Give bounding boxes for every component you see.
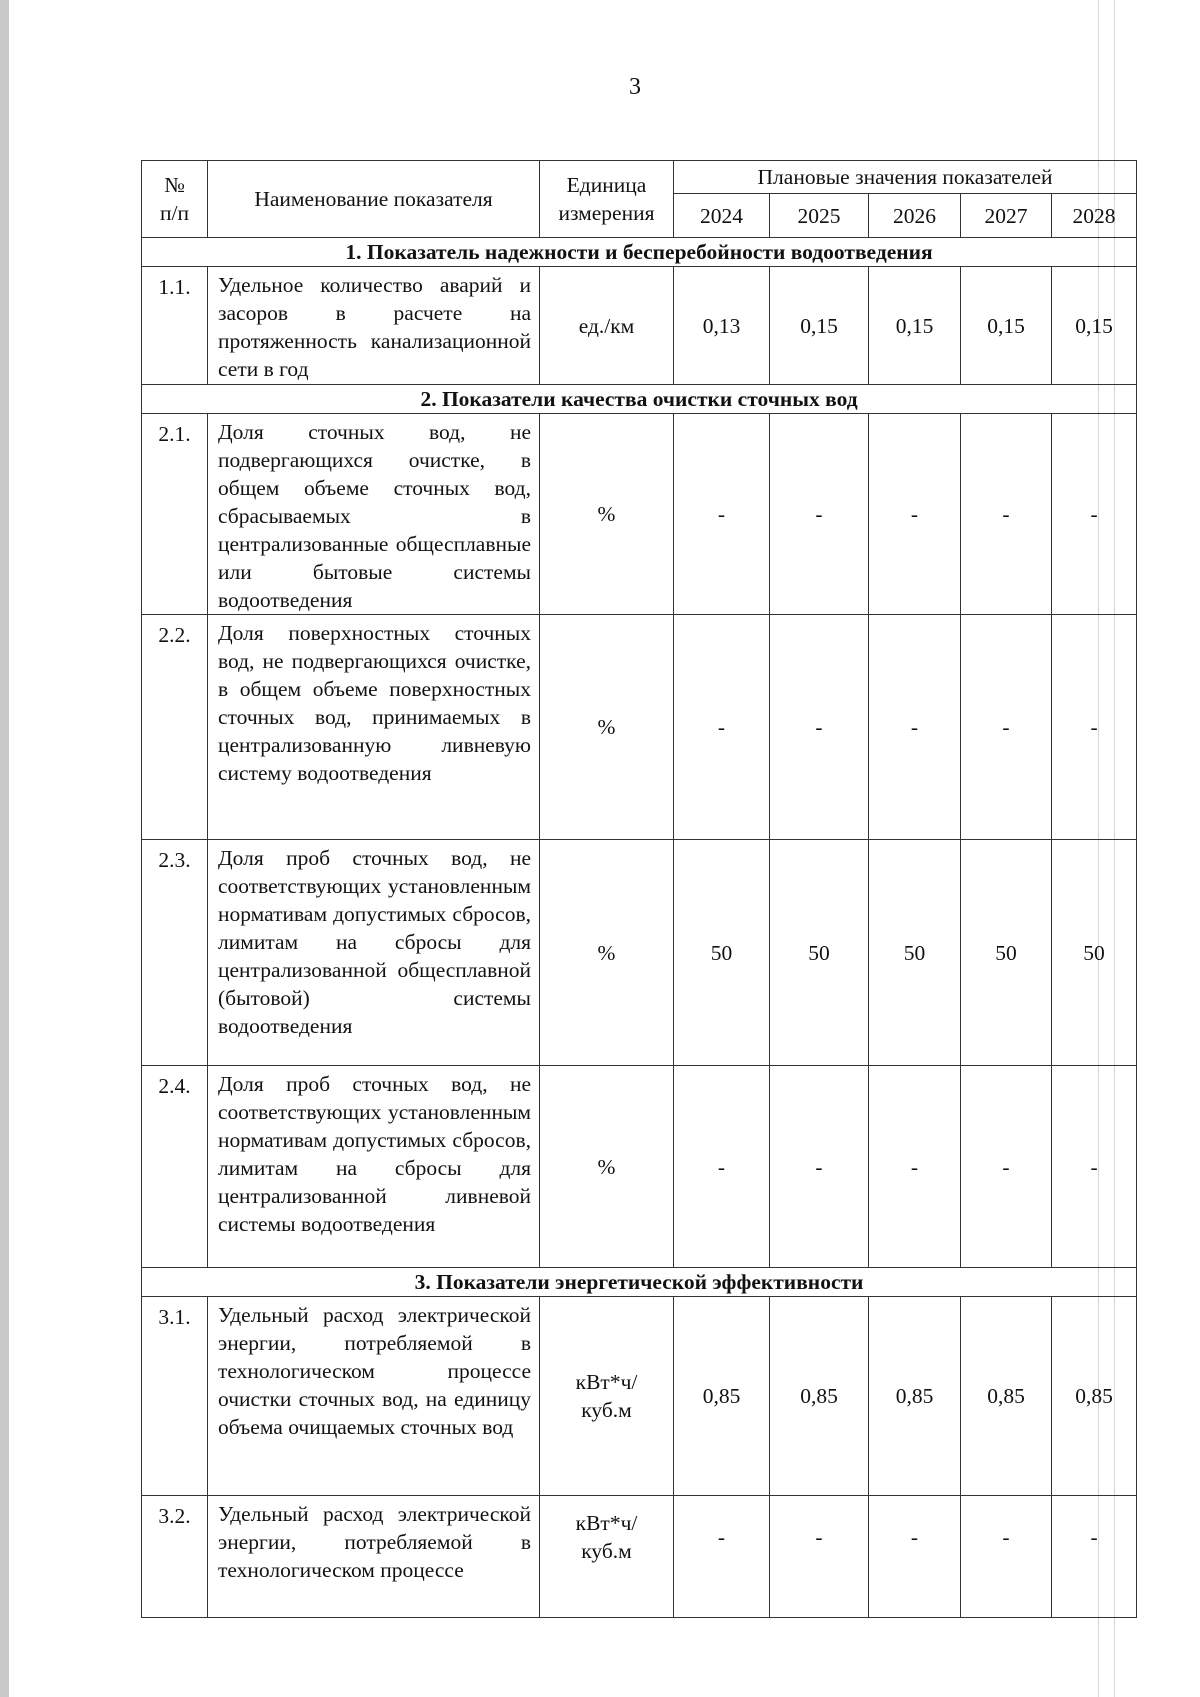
planned-value: 50: [808, 940, 830, 965]
value-cell: [869, 615, 961, 840]
value-cell: [1052, 840, 1137, 1066]
row-number: 2.3.: [142, 840, 208, 1066]
planned-value: -: [717, 502, 726, 526]
unit-cell: [540, 1297, 674, 1496]
planned-value: 0,85: [895, 1384, 934, 1408]
planned-value: 50: [903, 940, 926, 965]
value-cell: [869, 1297, 961, 1496]
table-row: [142, 1297, 1137, 1496]
header-num: № п/п: [142, 161, 208, 238]
value-cell: [869, 414, 961, 615]
planned-value: -: [1002, 715, 1010, 739]
indicator-name: Удельное количество аварий и засоров в расчете на протяженность канализационной сети в год: [208, 267, 540, 385]
planned-value: 0,15: [895, 313, 934, 338]
planned-value: -: [910, 1524, 919, 1549]
planned-value: -: [1090, 1524, 1098, 1549]
section-row: [142, 1268, 1137, 1297]
indicator-name: Доля проб сточных вод, не соответствующих установленным нормативам допустимых сбросов, лимитам на сбросы для централизованной ливневой системы водоотведения: [208, 1066, 540, 1268]
section-title: 1. Показатель надежности и бесперебойности водоотведения: [142, 238, 1137, 267]
unit-text: %: [597, 1154, 616, 1179]
value-cell: [1052, 615, 1137, 840]
planned-value: -: [815, 1154, 823, 1179]
planned-value: -: [815, 715, 823, 739]
table-row: [142, 414, 1137, 615]
section-title: 3. Показатели энергетической эффективности: [142, 1268, 1137, 1297]
planned-value: 0,85: [1075, 1384, 1113, 1408]
value-cell: [869, 1496, 961, 1618]
planned-value: -: [1090, 1154, 1098, 1179]
header-unit: Единица измерения: [540, 161, 674, 238]
planned-value: -: [910, 715, 919, 739]
header-year: 2028: [1052, 194, 1137, 238]
value-cell: [770, 1496, 869, 1618]
planned-value: 0,85: [800, 1384, 838, 1408]
table-row: [142, 267, 1137, 385]
value-cell: [961, 615, 1052, 840]
header-year: 2027: [961, 194, 1052, 238]
value-cell: [674, 1297, 770, 1496]
planned-value: -: [815, 1524, 823, 1549]
value-cell: [1052, 1066, 1137, 1268]
planned-value: -: [1090, 715, 1098, 739]
planned-value: -: [717, 1154, 726, 1179]
unit-text: %: [597, 502, 616, 526]
row-number: 2.2.: [142, 615, 208, 840]
planned-value: -: [1002, 1524, 1010, 1549]
planned-value: 0,15: [800, 313, 838, 338]
header-row-1: [142, 161, 1137, 194]
indicator-name: Доля проб сточных вод, не соответствующих установленным нормативам допустимых сбросов, лимитам на сбросы для централизованной общесплавной (бытовой) системы водоотведения: [208, 840, 540, 1066]
unit-cell: [540, 414, 674, 615]
planned-value: 50: [1083, 940, 1105, 965]
header-name: Наименование показателя: [208, 161, 540, 238]
planned-value: -: [1002, 1154, 1010, 1179]
unit-text: кВт*ч/ куб.м: [575, 1510, 638, 1563]
row-number: 3.2.: [142, 1496, 208, 1618]
unit-text: %: [597, 715, 616, 739]
planned-value: -: [1002, 502, 1010, 526]
value-cell: [869, 1066, 961, 1268]
value-cell: [1052, 414, 1137, 615]
planned-value: -: [910, 1154, 919, 1179]
unit-cell: [540, 840, 674, 1066]
planned-value: 50: [710, 940, 733, 965]
page-number: 3: [629, 74, 641, 100]
value-cell: [674, 1496, 770, 1618]
unit-cell: [540, 1066, 674, 1268]
value-cell: [674, 414, 770, 615]
planned-value: 0,13: [702, 313, 741, 338]
table-row: [142, 840, 1137, 1066]
value-cell: [770, 615, 869, 840]
value-cell: [770, 267, 869, 385]
value-cell: [1052, 267, 1137, 385]
unit-text: кВт*ч/ куб.м: [575, 1370, 638, 1422]
section-row: [142, 385, 1137, 414]
planned-value: 0,85: [702, 1384, 741, 1408]
value-cell: [1052, 1297, 1137, 1496]
planned-value: -: [717, 1524, 726, 1549]
section-row: [142, 238, 1137, 267]
indicators-table: [141, 160, 1137, 1618]
value-cell: [961, 840, 1052, 1066]
unit-text: ед./км: [578, 313, 635, 338]
unit-text: %: [597, 940, 616, 965]
table-row: [142, 1496, 1137, 1618]
table-row: [142, 1066, 1137, 1268]
scan-left-edge: [0, 0, 9, 1697]
value-cell: [961, 1066, 1052, 1268]
header-planned: Плановые значения показателей: [674, 161, 1137, 194]
row-number: 2.4.: [142, 1066, 208, 1268]
value-cell: [674, 1066, 770, 1268]
planned-value: 0,15: [1075, 313, 1113, 338]
value-cell: [770, 414, 869, 615]
value-cell: [869, 840, 961, 1066]
row-number: 1.1.: [142, 267, 208, 385]
section-title: 2. Показатели качества очистки сточных вод: [142, 385, 1137, 414]
value-cell: [770, 840, 869, 1066]
value-cell: [961, 267, 1052, 385]
value-cell: [674, 615, 770, 840]
unit-cell: [540, 615, 674, 840]
row-number: 2.1.: [142, 414, 208, 615]
value-cell: [961, 414, 1052, 615]
planned-value: -: [815, 502, 823, 526]
value-cell: [869, 267, 961, 385]
value-cell: [674, 267, 770, 385]
planned-value: 50: [995, 940, 1017, 965]
header-year: 2026: [869, 194, 961, 238]
value-cell: [674, 840, 770, 1066]
indicators-table-body: [142, 161, 1137, 1618]
value-cell: [1052, 1496, 1137, 1618]
indicator-name: Удельный расход электрической энергии, потребляемой в технологическом процессе очистки сточных вод, на единицу объема очищаемых сточных вод: [208, 1297, 540, 1496]
indicator-name: Доля сточных вод, не подвергающихся очистке, в общем объеме сточных вод, сбрасываемых в централизованные общесплавные или бытовые системы водоотведения: [208, 414, 540, 615]
planned-value: -: [1090, 502, 1098, 526]
row-number: 3.1.: [142, 1297, 208, 1496]
indicator-name: Удельный расход электрической энергии, потребляемой в технологическом процессе: [208, 1496, 540, 1618]
header-year: 2025: [770, 194, 869, 238]
unit-cell: [540, 267, 674, 385]
unit-cell: [540, 1496, 674, 1618]
planned-value: -: [717, 715, 726, 739]
header-year: 2024: [674, 194, 770, 238]
value-cell: [961, 1297, 1052, 1496]
value-cell: [961, 1496, 1052, 1618]
indicator-name: Доля поверхностных сточных вод, не подвергающихся очистке, в общем объеме поверхностных сточных вод, принимаемых в централизованную ливневую систему водоотведения: [208, 615, 540, 840]
planned-value: -: [910, 502, 919, 526]
value-cell: [770, 1297, 869, 1496]
planned-value: 0,85: [987, 1384, 1025, 1408]
value-cell: [770, 1066, 869, 1268]
planned-value: 0,15: [987, 313, 1025, 338]
table-row: [142, 615, 1137, 840]
